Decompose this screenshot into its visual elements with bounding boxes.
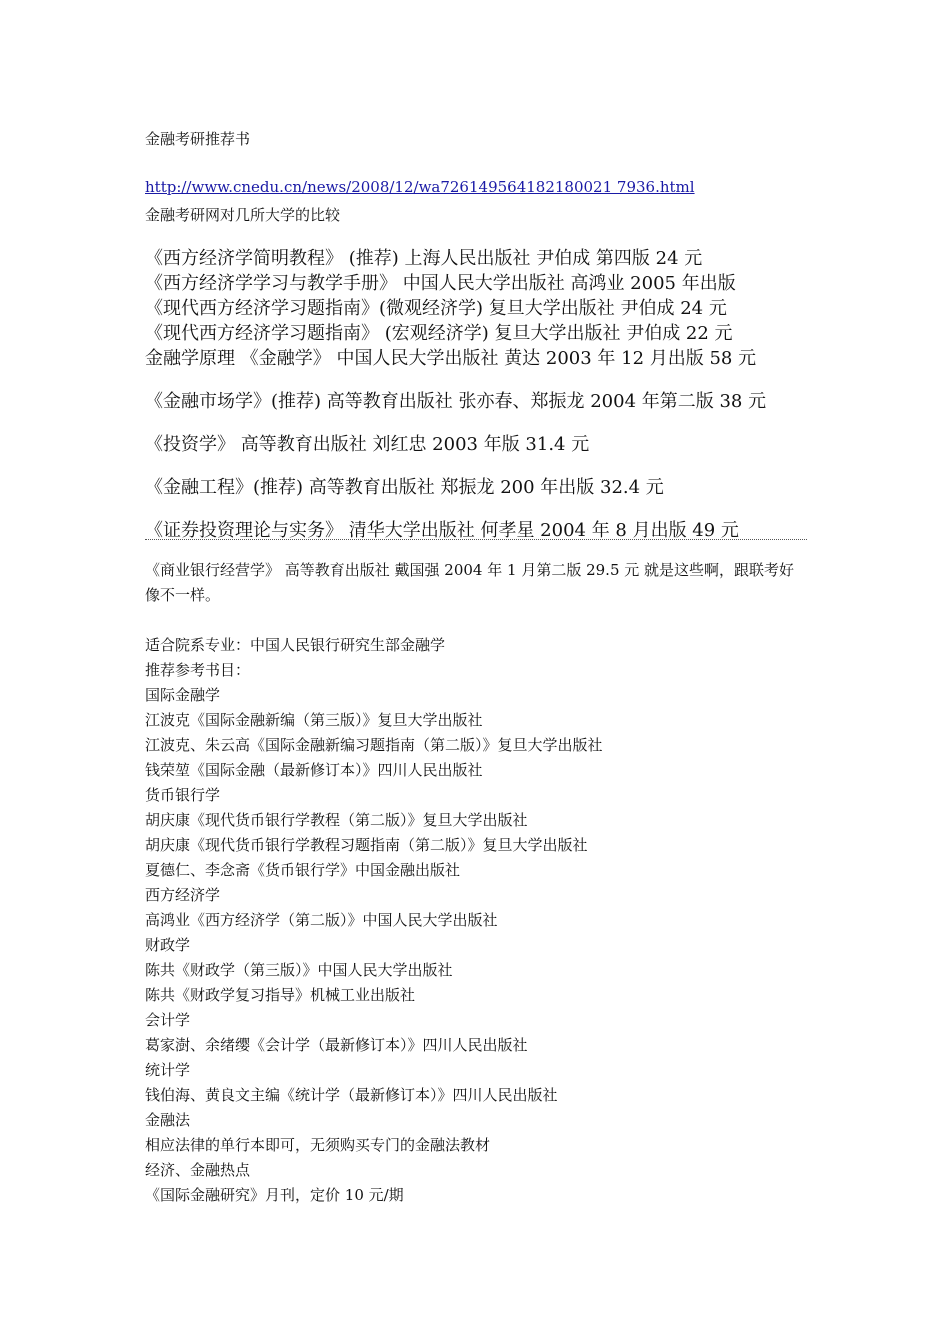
source-link[interactable]: http://www.cnedu.cn/news/2008/12/wa726149564182180021 7936.html (145, 178, 695, 196)
list-item: 会计学 (145, 1011, 191, 1029)
book-line: 《现代西方经济学习题指南》(微观经济学) 复旦大学出版社 尹伯成 24 元 (145, 298, 727, 319)
list-item: 夏德仁、李念斋《货币银行学》中国金融出版社 (145, 861, 461, 879)
book-line: 《西方经济学学习与教学手册》 中国人民大学出版社 高鸿业 2005 年出版 (145, 273, 736, 294)
list-item: 葛家澍、余绪缨《会计学（最新修订本）》四川人民出版社 (145, 1036, 528, 1054)
note-paragraph: 《商业银行经营学》 高等教育出版社 戴国强 2004 年 1 月第二版 29.5 元 就是这些啊，跟联考好像不一样。 (145, 561, 795, 604)
dotted-divider (145, 539, 807, 540)
list-item: 江波克《国际金融新编（第三版）》复旦大学出版社 (145, 711, 483, 729)
list-item: 国际金融学 (145, 686, 221, 704)
list-item: 金融法 (145, 1111, 191, 1129)
book-line: 《西方经济学简明教程》 (推荐) 上海人民出版社 尹伯成 第四版 24 元 (145, 248, 703, 269)
list-item: 钱伯海、黄良文主编《统计学（最新修订本）》四川人民出版社 (145, 1086, 558, 1104)
doc-subtitle: 金融考研网对几所大学的比较 (145, 206, 341, 224)
list-item: 相应法律的单行本即可，无须购买专门的金融法教材 (145, 1136, 491, 1154)
list-item: 统计学 (145, 1061, 191, 1079)
list-item: 陈共《财政学（第三版）》中国人民大学出版社 (145, 961, 453, 979)
list-item: 江波克、朱云高《国际金融新编习题指南（第二版）》复旦大学出版社 (145, 736, 603, 754)
list-item: 陈共《财政学复习指导》机械工业出版社 (145, 986, 416, 1004)
list-item: 适合院系专业：中国人民银行研究生部金融学 (145, 636, 446, 654)
doc-title: 金融考研推荐书 (145, 130, 251, 148)
book-line: 《金融工程》(推荐) 高等教育出版社 郑振龙 200 年出版 32.4 元 (145, 477, 664, 498)
list-item: 胡庆康《现代货币银行学教程习题指南（第二版）》复旦大学出版社 (145, 836, 588, 854)
list-item: 《国际金融研究》月刊，定价 10 元/期 (145, 1186, 404, 1204)
book-line: 金融学原理 《金融学》 中国人民大学出版社 黄达 2003 年 12 月出版 58 元 (145, 348, 757, 369)
list-item: 高鸿业《西方经济学（第二版）》中国人民大学出版社 (145, 911, 498, 929)
list-item: 西方经济学 (145, 886, 221, 904)
book-line: 《投资学》 高等教育出版社 刘红忠 2003 年版 31.4 元 (145, 434, 590, 455)
list-item: 推荐参考书目： (145, 661, 251, 679)
list-item: 钱荣堃《国际金融（最新修订本）》四川人民出版社 (145, 761, 483, 779)
list-item: 经济、金融热点 (145, 1161, 251, 1179)
book-line: 《证券投资理论与实务》 清华大学出版社 何孝星 2004 年 8 月出版 49 元 (145, 520, 739, 541)
book-line: 《金融市场学》(推荐) 高等教育出版社 张亦春、郑振龙 2004 年第二版 38 元 (145, 391, 767, 412)
list-item: 胡庆康《现代货币银行学教程（第二版）》复旦大学出版社 (145, 811, 528, 829)
book-line: 《现代西方经济学习题指南》 (宏观经济学) 复旦大学出版社 尹伯成 22 元 (145, 323, 733, 344)
list-item: 财政学 (145, 936, 191, 954)
list-item: 货币银行学 (145, 786, 221, 804)
